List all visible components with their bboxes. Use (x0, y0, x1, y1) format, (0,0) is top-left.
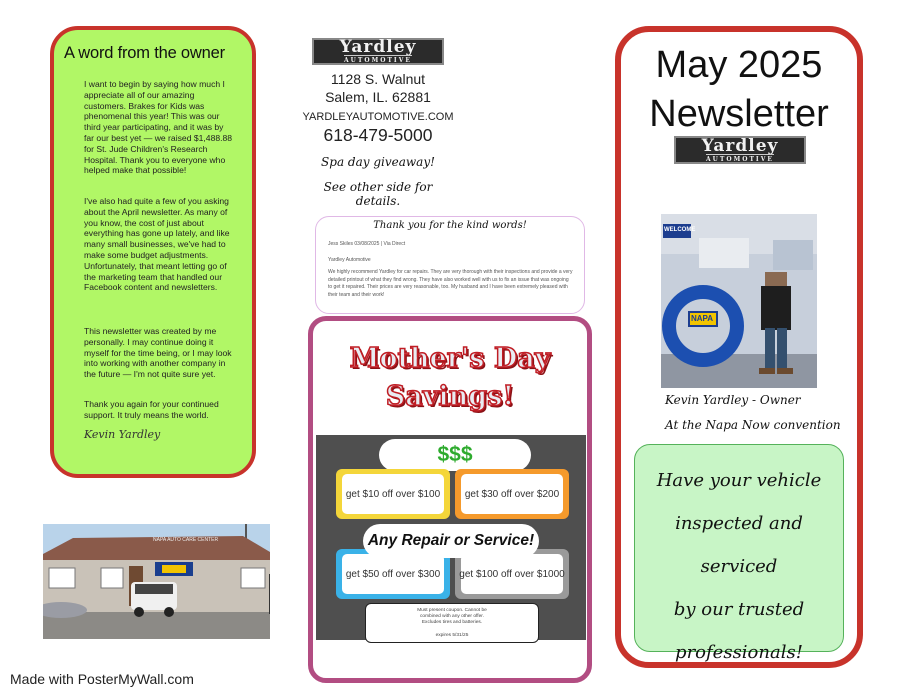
coupon-title-line-2: Savings! (385, 381, 515, 412)
customer-review-card (315, 216, 585, 314)
mothers-day-coupon (308, 316, 592, 683)
logo-tagline: AUTOMOTIVE (344, 57, 412, 64)
newsletter-date: May 2025 (655, 44, 823, 86)
any-repair-banner: Any Repair or Service! (363, 524, 539, 558)
owner-signature: Kevin Yardley (84, 428, 161, 441)
owner-paragraph: Thank you again for your continued support. It truly means the world. (84, 399, 219, 420)
dollar-signs: $$$ (379, 439, 531, 471)
owner-paragraph: I want to begin by saying how much I appreciate all of our amazing customers. Brakes for Kids was phenomenal this year! This was our third year participating, and it was by far our best yet — we raised $1,488.88 for St. Jude Children's Research Hospital. Thank you to everyone who helped make that possible! (84, 79, 233, 176)
review-title: Thank you for the kind words! (373, 220, 527, 231)
owner-paragraph: This newsletter was created by me personally. I may continue doing it myself for the time being, or I may look into working with another company in the future — I'm not quite sure yet. (84, 326, 232, 380)
yardley-logo (312, 38, 444, 65)
shop-sign-text: NAPA AUTO CARE CENTER (153, 537, 219, 543)
fine-print-line: Must present coupon. Cannot be (417, 608, 487, 613)
fine-print-line: Excludes tires and batteries. (421, 620, 483, 625)
logo-name: Yardley (701, 135, 779, 156)
photo-logo-text: NAPA (691, 314, 714, 323)
review-subject: Yardley Automotive (328, 257, 371, 263)
photo-caption-line-2: At the Napa Now convention (665, 418, 841, 432)
inspection-line: by our trusted (673, 599, 805, 620)
phone-number[interactable]: 618-479-5000 (323, 125, 433, 145)
offer-text: get $100 off over $1000 (461, 554, 563, 594)
offer-tile (455, 469, 569, 519)
review-body: We highly recommend Yardley for car repairs. They are very thorough with their inspections and provide a very detailed printout of what they find wrong. They have also worked well with us to fix an issue that was ongoing to get it repaired. Their prices are very reasonable, too. My husband and I have been extremely pleased with their team and their work! (328, 269, 573, 298)
coupon-fine-print (365, 603, 539, 643)
address-line-2: Salem, IL. 62881 (325, 89, 431, 105)
owner-paragraph: I've also had quite a few of you asking about the April newsletter. As many of you know, the cost of just about everything has gone up lately, and like many small businesses, we've had to make some budget adjustments. Unfortunately, that meant letting go of the marketing team that handled our Facebook content and newsletters. (84, 196, 230, 293)
owner-title: A word from the owner (64, 44, 225, 62)
postermywall-credit[interactable]: Made with PosterMyWall.com (10, 671, 194, 687)
address-line-1: 1128 S. Walnut (330, 71, 426, 87)
photo-banner-text: WELCOME (664, 227, 696, 233)
review-meta: Jess Skiles 03/08/2025 | Via Direct (328, 241, 406, 247)
inspection-line: professionals! (675, 642, 803, 663)
offer-text: get $10 off over $100 (342, 474, 444, 514)
yardley-logo (674, 136, 806, 164)
inspection-line: Have your vehicle (656, 470, 822, 491)
fine-print-line: combined with any other offer. (420, 614, 484, 619)
owner-message-panel (50, 26, 256, 478)
logo-tagline: AUTOMOTIVE (706, 155, 774, 163)
spa-giveaway-text: Spa day giveaway! (321, 155, 435, 169)
photo-caption-line-1: Kevin Yardley - Owner (665, 393, 801, 407)
coupon-expiry: expires 5/31/25 (435, 633, 469, 638)
newsletter-heading: Newsletter (649, 93, 829, 135)
website-link[interactable]: YARDLEYAUTOMOTIVE.COM (302, 111, 454, 123)
inspection-line: inspected and serviced (675, 513, 803, 577)
shop-photo (43, 524, 270, 639)
offer-text: get $50 off over $300 (342, 554, 444, 594)
coupon-title-line-1: Mother's Day (349, 343, 551, 374)
owner-convention-photo (661, 214, 817, 388)
offer-text: get $30 off over $200 (461, 474, 563, 514)
spa-details-text: See other side for details. (323, 180, 433, 208)
logo-name: Yardley (339, 37, 417, 57)
inspection-callout (634, 444, 844, 663)
offer-tile (336, 469, 450, 519)
